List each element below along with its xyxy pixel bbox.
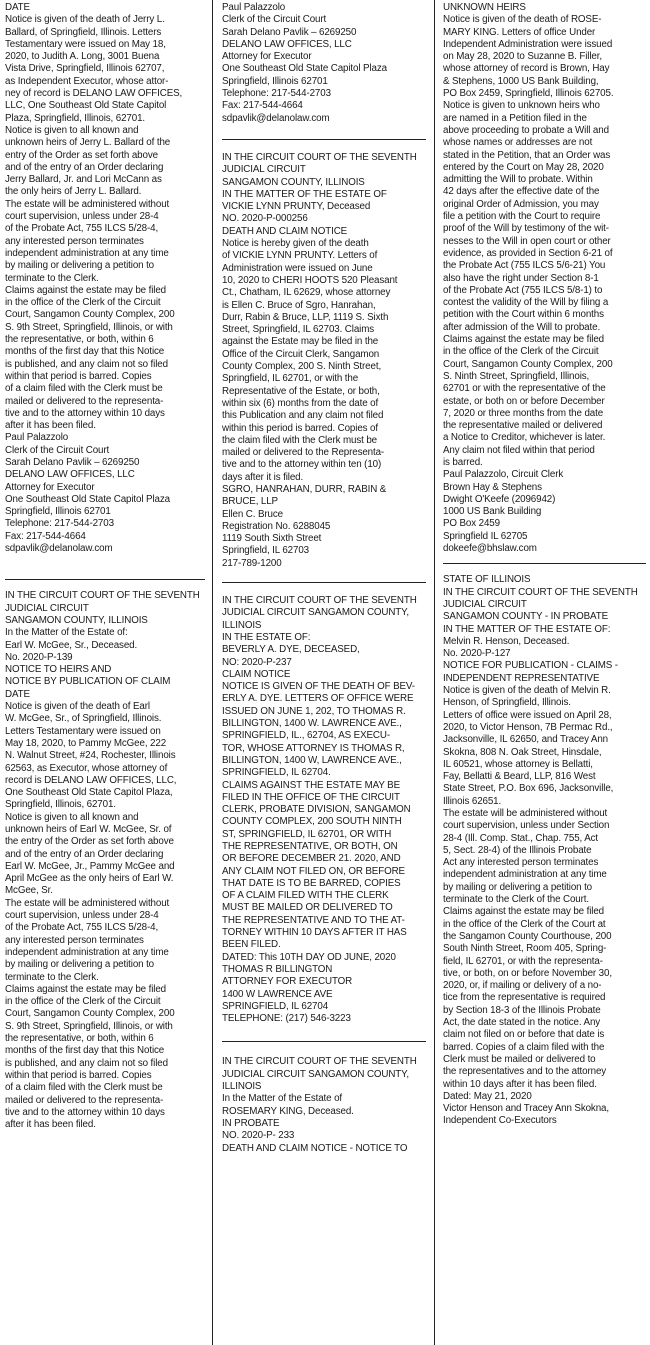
notice-line: is Ellen C. Bruce of Sgro, Hanrahan, [222, 299, 376, 311]
notice-line: MUST BE MAILED OR DELIVERED TO [222, 902, 393, 914]
notice-line: JUDICIAL CIRCUIT [5, 602, 89, 614]
notice-line: Paul Palazzolo [222, 2, 286, 13]
notice-line: independent administration at any time [443, 869, 607, 881]
notice-line: FILED IN THE OFFICE OF THE CIRCUIT [222, 791, 400, 803]
notice-line: Any claim not filed within that period [443, 444, 595, 456]
notice-line: No. 2020-P-139 [5, 651, 73, 663]
notice-line: 1119 South Sixth Street [222, 533, 322, 545]
notice-line: by Section 18-3 of the Illinois Probate [443, 1004, 601, 1016]
notice-line: Letters of office were issued on April 28, [443, 709, 612, 721]
notice-line: DATED: This 10TH DAY OD JUNE, 2020 [222, 951, 396, 963]
notice-line: NOTICE FOR PUBLICATION - CLAIMS - [443, 660, 618, 672]
notice-jerry-ballard-continued [5, 0, 205, 555]
notice-line: Ellen C. Bruce [222, 508, 283, 520]
notice-line: sdpavlik@delanolaw.com [222, 112, 330, 124]
notice-line: claim not filed on or before that date is [443, 1029, 605, 1041]
notice-line: petition with the Court within 6 months [443, 309, 604, 321]
notice-line: tive and to the attorney within ten (10) [222, 459, 382, 471]
notice-line: terminate to the Clerk. [5, 272, 99, 284]
notice-line: within that period is barred. Copies [5, 1069, 152, 1081]
notice-line: Vista Drive, Springfield, Illinois 62707, [5, 63, 165, 75]
notice-line: May 18, 2020, to Pammy McGee, 222 [5, 737, 167, 749]
notice-line: DELANO LAW OFFICES, LLC [222, 38, 352, 50]
notice-line: OF A CLAIM FILED WITH THE CLERK [222, 890, 389, 902]
notice-line: SANGAMON COUNTY, ILLINOIS [5, 614, 148, 626]
notice-line: The estate will be administered without [5, 897, 170, 909]
notice-line: BRUCE, LLP [222, 496, 278, 508]
notice-line: NOTICE TO HEIRS AND [5, 664, 112, 676]
notice-line: TOR, WHOSE ATTORNEY IS THOMAS R, [222, 742, 405, 754]
column-divider [434, 0, 435, 1345]
notice-line: South Ninth Street, Room 405, Spring- [443, 943, 607, 955]
notice-line: 5, Sect. 28-4) of the Illinois Probate [443, 844, 592, 856]
notice-line: In the Matter of the Estate of [222, 1093, 343, 1105]
notice-line: THE REPRESENTATIVE, OR BOTH, ON [222, 841, 398, 852]
notice-line: Springfield, Illinois 62701 [5, 506, 111, 518]
notice-line: 2020, or, if mailing or delivery of a no- [443, 980, 602, 992]
notice-line: Notice is given of the death of Jerry L. [5, 14, 165, 26]
notice-line: Victor Henson and Tracey Ann Skokna, [443, 1103, 609, 1115]
notice-line: BEEN FILED. [222, 939, 281, 951]
notice-line: is published, and any claim not so filed [5, 1057, 168, 1069]
notice-line: Brown Hay & Stephens [443, 481, 542, 493]
notice-line: Court, Sangamon County Complex, 200 [5, 309, 175, 321]
notice-line: of a claim filed with the Clerk must be [5, 383, 163, 395]
notice-line: IL 60521, whose attorney is Bellatti, [443, 758, 593, 770]
notice-line: MARY KING. Letters of office Under [443, 26, 596, 38]
notice-palazzolo-signature [222, 0, 426, 125]
notice-line: unknown heirs of Earl W. McGee, Sr. of [5, 824, 172, 835]
notice-line: Ct., Chatham, IL 62629, whose attorney [222, 287, 391, 299]
notice-line: in the office of the Clerk of the Circuit [5, 297, 161, 309]
notice-line: Notice is given to all known and [5, 124, 139, 136]
notice-line: Dwight O'Keefe (2096942) [443, 493, 556, 505]
notice-melvin-henson [443, 574, 646, 1127]
notice-divider [222, 139, 426, 140]
notice-line: Claims against the estate may be filed [5, 284, 166, 296]
notice-line: sdpavlik@delanolaw.com [5, 543, 113, 555]
column-3 [443, 0, 646, 1128]
notice-line: the Sangamon County Courthouse, 200 [443, 930, 612, 942]
notice-line: ATTORNEY FOR EXECUTOR [222, 976, 353, 988]
notice-line: ANY CLAIM NOT FILED ON, OR BEFORE [222, 865, 405, 877]
notice-line: IN THE CIRCUIT COURT OF THE SEVENTH [5, 590, 200, 602]
notice-line: months of the first day that this Notice [5, 1045, 165, 1057]
notice-line: DATE [5, 688, 30, 700]
notice-line: within 10 days after it has been filed. [443, 1078, 597, 1090]
notice-line: by mailing or delivering a petition to [5, 959, 155, 971]
notice-line: the representatives and to the attorney [443, 1066, 607, 1078]
notice-earl-mcgee [5, 590, 205, 1131]
notice-line: DEATH AND CLAIM NOTICE [222, 225, 348, 237]
notice-beverly-dye [222, 595, 426, 1025]
notice-line: of VICKIE LYNN PRUNTY. Letters of [222, 250, 378, 262]
notice-line: tive and to the attorney within 10 days [5, 407, 165, 419]
notice-line: mailed or delivered to the representa- [5, 395, 164, 407]
notice-line: Fax: 217-544-4664 [5, 530, 86, 542]
notice-line: as Independent Executor, whose attor- [5, 75, 169, 87]
notice-line: TELEPHONE: (217) 546-3223 [222, 1013, 351, 1025]
notice-line: ROSEMARY KING, Deceased. [222, 1105, 354, 1117]
notice-line: Representative of the Estate, or both, [222, 385, 380, 397]
notice-line: Springfield, Illinois 62701 [222, 75, 328, 87]
notice-line: Street, Springfield, IL 62703. Claims [222, 324, 375, 336]
notice-line: terminate to the Clerk of the Court. [443, 894, 589, 906]
notice-line: Springfield, IL 62701, or with the [222, 373, 359, 385]
notice-line: unknown heirs of Jerry L. Ballard of the [5, 137, 171, 149]
notice-line: BEVERLY A. DYE, DECEASED, [222, 644, 360, 656]
notice-line: Registration No. 6288045 [222, 520, 331, 532]
notice-line: Dated: May 21, 2020 [443, 1090, 532, 1102]
notice-line: Notice is given of the death of Melvin R. [443, 685, 611, 697]
notice-rosemary-king-start [222, 1056, 426, 1154]
notice-line: Notice is given to all known and [5, 811, 139, 823]
notice-line: against the Estate may be filed in the [222, 336, 379, 348]
notice-line: Sarah Delano Pavlik – 6269250 [222, 26, 357, 38]
notice-line: COUNTY COMPLEX, 200 SOUTH NINTH [222, 816, 402, 828]
notice-line: and of the entry of an Order declaring [5, 161, 164, 173]
notice-line: Testamentary were issued on May 18, [5, 38, 166, 50]
notice-line: tive, or both, on or before November 30, [443, 967, 612, 979]
notice-line: Springfield, Illinois, 62701. [5, 799, 116, 811]
notice-line: Independent Co-Executors [443, 1115, 557, 1127]
notice-line: ney of record is DELANO LAW OFFICES, [5, 88, 183, 100]
notice-line: 217-789-1200 [222, 557, 282, 569]
notice-line: the representative, or both, within 6 [5, 334, 154, 346]
notice-line: within six (6) months from the date of [222, 397, 379, 409]
notice-line: IN THE CIRCUIT COURT OF THE SEVENTH [222, 595, 417, 607]
notice-line: Paul Palazzolo, Circuit Clerk [443, 469, 564, 481]
notice-line: ST, SPRINGFIELD, IL 62701, OR WITH [222, 828, 392, 840]
notice-line: IN THE MATTER OF THE ESTATE OF [222, 188, 387, 200]
notice-line: OR BEFORE DECEMBER 21. 2020, AND [222, 853, 401, 865]
notice-line: SANGAMON COUNTY - IN PROBATE [443, 611, 609, 623]
notice-line: In the Matter of the Estate of: [5, 627, 128, 639]
notice-line: 1000 US Bank Building [443, 506, 542, 518]
notice-line: Earl W. McGee, Jr., Pammy McGee and [5, 860, 175, 872]
notice-line: ILLINOIS [222, 1081, 262, 1093]
notice-line: Independent Administration were issued [443, 38, 613, 50]
notice-line: admitting the Will to probate. Within [443, 174, 593, 186]
notice-line: DEATH AND CLAIM NOTICE - NOTICE TO [222, 1142, 408, 1154]
notice-line: proof of the Will by testimony of the wit- [443, 223, 609, 235]
notice-line: W. McGee, Sr., of Springfield, Illinois. [5, 713, 162, 725]
notice-line: & Stephens, 1000 US Bank Building, [443, 75, 599, 87]
column-2 [222, 0, 426, 1155]
notice-line: 28-4 (Ill. Comp. Stat., Chap. 755, Act [443, 832, 598, 844]
notice-line: evidence, as provided in Section 6-21 of [443, 247, 613, 259]
notice-line: Notice is given of the death of ROSE- [443, 14, 602, 26]
notice-line: Letters Testamentary were issued on [5, 725, 161, 737]
notice-line: tice from the representative is required [443, 992, 606, 1004]
notice-line: of a claim filed with the Clerk must be [5, 1082, 163, 1094]
notice-line: tive and to the attorney within 10 days [5, 1106, 165, 1118]
notice-line: in the office of the Clerk of the Court at [443, 918, 606, 930]
notice-line: original Order of Admission, you may [443, 198, 599, 210]
notice-line: 1400 W LAWRENCE AVE [222, 988, 333, 1000]
column-divider [212, 0, 213, 1345]
notice-line: BILLINGTON, 1400 W, LAWRENCE AVE., [222, 754, 402, 766]
notice-line: after it has been filed. [5, 1119, 96, 1131]
notice-line: LLC, One Southeast Old State Capitol [5, 100, 167, 112]
notice-line: 62563, as Executor, whose attorney of [5, 762, 168, 774]
notice-line: also have the right under Section 8-1 [443, 272, 599, 284]
notice-line: in the office of the Clerk of the Circuit [5, 996, 161, 1008]
notice-line: Administration were issued on June [222, 262, 373, 274]
notice-line: of the Probate Act, 755 ILCS 5/28-4, [5, 223, 159, 235]
notice-line: No. 2020-P-127 [443, 648, 511, 660]
notice-line: 2020, to Victor Henson, 7B Permac Rd., [443, 721, 613, 733]
notice-line: VICKIE LYNN PRUNTY, Deceased [222, 201, 371, 213]
notice-line: IN THE CIRCUIT COURT OF THE SEVENTH [222, 1056, 417, 1068]
notice-line: is published, and any claim not so filed [5, 358, 168, 370]
notice-line: the representative, or both, within 6 [5, 1033, 154, 1045]
notice-line: S. Ninth Street, Springfield, Illinois, [443, 370, 590, 382]
notice-line: whose names or addresses are not [443, 137, 593, 149]
notice-line: months of the first day that this Notice [5, 346, 165, 358]
notice-line: Paul Palazzolo [5, 432, 69, 444]
notice-line: terminate to the Clerk. [5, 971, 99, 983]
notice-line: on May 28, 2020 to Suzanne B. Filler, [443, 51, 602, 63]
notice-line: Springfield IL 62705 [443, 530, 528, 542]
notice-line: court supervision, unless under Section [443, 820, 610, 832]
notice-line: after it has been filed. [5, 420, 96, 432]
notice-line: this Publication and any claim not filed [222, 410, 384, 422]
notice-line: the entry of the Order as set forth above [5, 836, 174, 848]
notice-line: Notice is hereby given of the death [222, 238, 369, 250]
notice-line: mailed or delivered to the representa- [5, 1094, 164, 1106]
notice-line: 42 days after the effective date of the [443, 186, 600, 198]
notice-line: field, IL 62701, or with the representa- [443, 955, 603, 967]
notice-line: the Probate Act (755 ILCS 5/6-21) You [443, 260, 606, 272]
notice-line: Court, Sangamon County Complex, 200 [5, 1008, 175, 1020]
notice-line: The estate will be administered without [5, 198, 170, 210]
column-1 [5, 0, 205, 1131]
notice-line: dokeefe@bhslaw.com [443, 543, 537, 555]
notice-line: IN THE ESTATE OF: [222, 631, 311, 643]
notice-line: S. 9th Street, Springfield, Illinois, or with [5, 321, 173, 333]
notice-line: Court, Sangamon County Complex, 200 [443, 358, 613, 370]
notice-line: Durr, Rabin & Bruce, LLP, 1119 S. Sixth [222, 311, 389, 323]
notice-line: contest the validity of the Will by filing a [443, 297, 609, 309]
notice-line: ILLINOIS [222, 619, 262, 631]
notice-line: NO. 2020-P- 233 [222, 1130, 295, 1142]
notice-line: Clerk of the Circuit Court [5, 444, 110, 456]
notice-line: One Southeast Old State Capitol Plaza [222, 63, 387, 75]
notice-line: Telephone: 217-544-2703 [5, 518, 114, 530]
notice-line: STATE OF ILLINOIS [443, 574, 531, 586]
notice-vickie-prunty [222, 152, 426, 570]
notice-line: estate, or both on or before December [443, 395, 605, 407]
notice-line: after admission of the Will to probate. [443, 321, 601, 333]
notice-line: THAT DATE IS TO BE BARRED, COPIES [222, 877, 401, 889]
notice-line: nesses to the Will in open court or other [443, 235, 611, 247]
notice-line: Act any interested person terminates [443, 857, 599, 869]
notice-line: Claims against the estate may be filed [5, 983, 166, 995]
notice-line: of the Probate Act, 755 ILCS 5/28-4, [5, 922, 159, 934]
notice-line: Henson, of Springfield, Illinois. [443, 697, 571, 709]
notice-line: independent administration at any time [5, 946, 169, 958]
notice-line: entry of the Order as set forth above [5, 149, 158, 161]
notice-line: JUDICIAL CIRCUIT SANGAMON COUNTY, [222, 1068, 409, 1080]
notice-line: SGRO, HANRAHAN, DURR, RABIN & [222, 483, 387, 495]
notice-line: above proceeding to probate a Will and [443, 124, 609, 136]
notice-line: BILLINGTON, 1400 W. LAWRENCE AVE., [222, 718, 402, 730]
notice-line: Claims against the estate may be filed [443, 906, 604, 918]
notice-line: SPRINGFIELD, IL 62704. [222, 767, 331, 779]
notice-line: mailed or delivered to the Representa- [222, 447, 385, 459]
notice-line: TORNEY WITHIN 10 DAYS AFTER IT HAS [222, 927, 407, 939]
notice-line: NOTICE BY PUBLICATION OF CLAIM [5, 676, 171, 688]
notice-line: Clerk must be mailed or delivered to [443, 1053, 596, 1065]
notice-line: Attorney for Executor [5, 481, 95, 493]
notice-line: UNKNOWN HEIRS [443, 2, 526, 13]
notice-line: court supervision, unless under 28-4 [5, 211, 159, 223]
notice-line: INDEPENDENT REPRESENTATIVE [443, 672, 600, 684]
notice-line: Notice is given to unknown heirs who [443, 100, 600, 112]
notice-line: S. 9th Street, Springfield, Illinois, or with [5, 1020, 173, 1032]
notice-line: by mailing or delivering a petition to [5, 260, 155, 272]
notice-line: within this period is barred. Copies of [222, 422, 378, 434]
notice-divider [222, 1041, 426, 1042]
notice-line: IN THE CIRCUIT COURT OF THE SEVENTH [222, 151, 417, 163]
notice-line: a Notice to Creditor, whichever is later. [443, 432, 606, 444]
notice-line: Springfield, IL 62703 [222, 545, 309, 557]
notice-line: Earl W. McGee, Sr., Deceased. [5, 639, 138, 651]
notice-line: One Southeast Old State Capitol Plaza, [5, 787, 173, 799]
notice-line: Telephone: 217-544-2703 [222, 88, 331, 100]
notice-divider [5, 579, 205, 580]
notice-line: THE REPRESENTATIVE AND TO THE AT- [222, 914, 405, 926]
notice-line: Illinois 62651. [443, 795, 502, 807]
notice-line: SANGAMON COUNTY, ILLINOIS [222, 176, 365, 188]
notice-line: CLAIMS AGAINST THE ESTATE MAY BE [222, 779, 400, 791]
notice-line: independent administration at any time [5, 247, 169, 259]
notice-line: Sarah Delano Pavlik – 6269250 [5, 456, 140, 468]
notice-line: the representative mailed or delivered [443, 420, 603, 432]
notice-line: N. Walnut Street, #24, Rochester, Illinois [5, 750, 176, 762]
notice-line: Claims against the estate may be filed [443, 334, 604, 346]
notice-rosemary-king-continued [443, 0, 646, 555]
notice-line: court supervision, unless under 28-4 [5, 910, 159, 922]
notice-line: Office of the Circuit Clerk, Sangamon [222, 348, 380, 360]
notice-line: SPRINGFIELD, IL., 62704, AS EXECU- [222, 730, 390, 742]
notice-line: days after it is filed. [222, 471, 304, 483]
notice-line: and of the entry of an Order declaring [5, 848, 164, 860]
notice-line: ISSUED ON JUNE 1, 202, TO THOMAS R. [222, 705, 406, 717]
notice-line: April McGee as the only heirs of Earl W. [5, 873, 174, 885]
notice-line: barred. Copies of a claim filed with the [443, 1041, 605, 1053]
notice-line: any interested person terminates [5, 934, 144, 946]
notice-line: Act, the date stated in the notice. Any [443, 1017, 601, 1029]
notice-line: PO Box 2459 [443, 518, 500, 530]
notice-line: The estate will be administered without [443, 808, 608, 819]
notice-line: 2020, to Judith A. Long, 3001 Buena [5, 51, 160, 63]
notice-line: County Complex, 200 S. Ninth Street, [222, 361, 382, 373]
notice-line: whose attorney of record is Brown, Hay [443, 63, 610, 75]
notice-line: NOTICE IS GIVEN OF THE DEATH OF BEV- [222, 681, 415, 693]
notice-line: DATE [5, 2, 30, 13]
notice-line: the only heirs of Jerry L. Ballard. [5, 186, 142, 198]
notice-line: THOMAS R BILLINGTON [222, 963, 333, 975]
notice-line: JUDICIAL CIRCUIT [443, 598, 527, 610]
notice-line: NO: 2020-P-237 [222, 656, 292, 668]
notice-line: Ballard, of Springfield, Illinois. Letters [5, 26, 162, 38]
notice-line: Jerry Ballard, Jr. and Lori McCann as [5, 174, 162, 186]
notice-line: McGee, Sr. [5, 885, 53, 897]
notice-line: Clerk of the Circuit Court [222, 14, 327, 26]
notice-line: Plaza, Springfield, Illinois, 62701. [5, 112, 145, 124]
notice-line: entered by the Court on May 28, 2020 [443, 161, 604, 173]
notice-line: DELANO LAW OFFICES, LLC [5, 469, 135, 481]
notice-line: CLERK, PROBATE DIVISION, SANGAMON [222, 804, 411, 816]
notice-line: JUDICIAL CIRCUIT [222, 164, 306, 176]
notice-line: 7, 2020 or three months from the date [443, 407, 604, 419]
notice-line: by mailing or delivering a petition to [443, 881, 593, 893]
notice-line: Skokna, 808 N. Oak Street, Hinsdale, [443, 746, 602, 758]
notice-line: IN THE CIRCUIT COURT OF THE SEVENTH [443, 586, 638, 598]
notice-line: JUDICIAL CIRCUIT SANGAMON COUNTY, [222, 607, 409, 619]
notice-line: Fay, Bellatti & Beard, LLP, 816 West [443, 771, 596, 783]
notice-line: Attorney for Executor [222, 51, 312, 63]
notice-line: of the Probate Act (755 ILCS 5/8-1) to [443, 284, 603, 296]
notice-line: stated in the Petition, that an Order was [443, 149, 611, 161]
notice-divider [443, 563, 646, 564]
notice-line: the claim filed with the Clerk must be [222, 434, 377, 446]
notice-line: 10, 2020 to CHERI HOOTS 520 Pleasant [222, 274, 398, 286]
notice-line: 62701 or with the representative of the [443, 383, 606, 395]
notice-line: record is DELANO LAW OFFICES, LLC, [5, 774, 177, 786]
notice-line: SPRINGFIELD, IL 62704 [222, 1000, 329, 1012]
notice-line: Fax: 217-544-4664 [222, 100, 303, 112]
notice-line: CLAIM NOTICE [222, 668, 291, 680]
notice-divider [222, 582, 426, 583]
notice-line: IN PROBATE [222, 1117, 280, 1129]
notice-line: file a petition with the Court to require [443, 211, 601, 223]
notice-line: ERLY A. DYE. LETTERS OF OFFICE WERE [222, 693, 414, 705]
notice-line: in the office of the Clerk of the Circuit [443, 346, 599, 358]
notice-line: IN THE MATTER OF THE ESTATE OF: [443, 623, 611, 635]
notice-line: Melvin R. Henson, Deceased. [443, 635, 570, 647]
notice-line: One Southeast Old State Capitol Plaza [5, 493, 170, 505]
notice-line: are named in a Petition filed in the [443, 112, 587, 124]
notice-line: within that period is barred. Copies [5, 370, 152, 382]
notice-line: any interested person terminates [5, 235, 144, 247]
notice-line: Notice is given of the death of Earl [5, 701, 150, 713]
notice-line: State Street, P.O. Box 696, Jacksonville, [443, 783, 614, 795]
notice-line: PO Box 2459, Springfield, Illinois 62705. [443, 88, 614, 100]
notice-line: Jacksonville, IL 62650, and Tracey Ann [443, 734, 608, 746]
notice-line: is barred. [443, 456, 483, 468]
notice-line: NO. 2020-P-000256 [222, 213, 308, 225]
